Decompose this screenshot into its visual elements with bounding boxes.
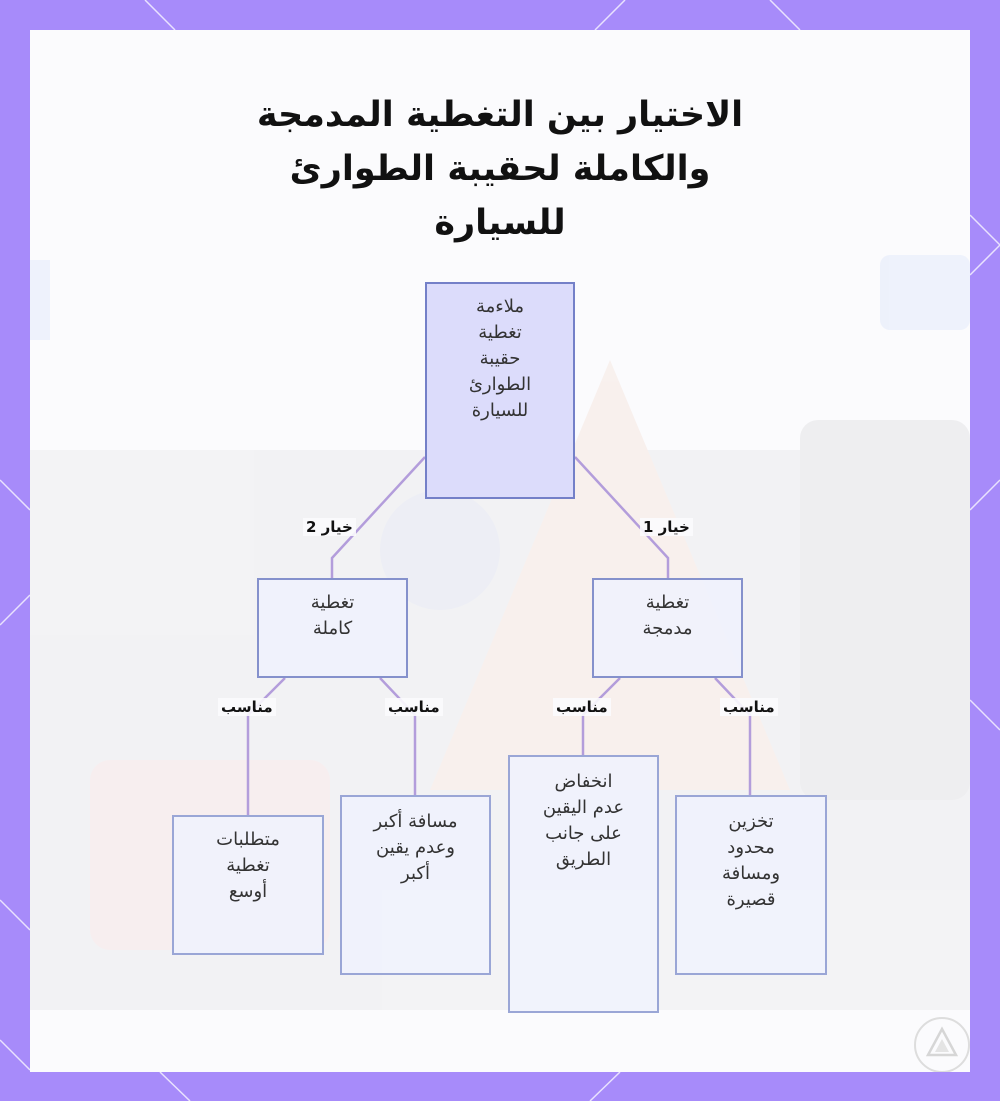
full-coverage-node xyxy=(257,578,408,678)
edge-label-suitable: مناسب xyxy=(385,698,443,716)
edge-label-suitable: مناسب xyxy=(553,698,611,716)
edge-compact-to-storage xyxy=(715,678,750,795)
wider-coverage-node xyxy=(172,815,324,955)
node-text: تخزين xyxy=(728,811,774,832)
node-text: محدود xyxy=(727,837,775,858)
edge-label-suitable: مناسب xyxy=(720,698,778,716)
title-line: للسيارة xyxy=(434,203,566,243)
edge-compact-to-roadside xyxy=(583,678,620,755)
node-text: للسيارة xyxy=(471,400,529,421)
title-line: والكاملة لحقيبة الطوارئ xyxy=(289,149,711,189)
node-text: حقيبة xyxy=(479,348,521,369)
watermark-logo-icon xyxy=(912,1015,970,1072)
edge-full-to-distance xyxy=(380,678,415,795)
edge-label-suitable: مناسب xyxy=(218,698,276,716)
node-text: مسافة أكبر xyxy=(373,811,458,832)
edge-label-option-2: خيار 2 xyxy=(303,518,356,536)
node-text: ومسافة xyxy=(721,863,781,884)
node-text: ملاءمة xyxy=(475,296,525,317)
node-text: تغطية xyxy=(645,592,690,613)
node-text: عدم اليقين xyxy=(542,797,625,818)
node-text: تغطية xyxy=(478,322,522,343)
node-text: على جانب xyxy=(545,823,622,844)
diagram-edges xyxy=(30,30,970,1072)
node-text: تغطية xyxy=(226,855,270,876)
diagram-card xyxy=(30,30,970,1072)
node-text: أكبر xyxy=(401,863,430,884)
root-node xyxy=(425,282,575,499)
low-roadside-uncertainty-node xyxy=(508,755,659,1013)
node-text: الطوارئ xyxy=(468,374,532,395)
compact-coverage-node xyxy=(592,578,743,678)
node-text: وعدم يقين xyxy=(376,837,455,858)
title-line: الاختيار بين التغطية المدمجة xyxy=(256,95,744,135)
limited-storage-node xyxy=(675,795,827,975)
node-text: متطلبات xyxy=(216,829,280,850)
node-text: كاملة xyxy=(312,618,353,639)
node-text: الطريق xyxy=(555,849,612,870)
node-text: مدمجة xyxy=(642,618,693,639)
node-text: تغطية xyxy=(310,592,355,613)
node-text: أوسع xyxy=(228,881,268,902)
edge-label-option-1: خيار 1 xyxy=(640,518,693,536)
node-text: انخفاض xyxy=(554,771,613,792)
greater-distance-node xyxy=(340,795,491,975)
node-text: قصيرة xyxy=(726,889,776,910)
